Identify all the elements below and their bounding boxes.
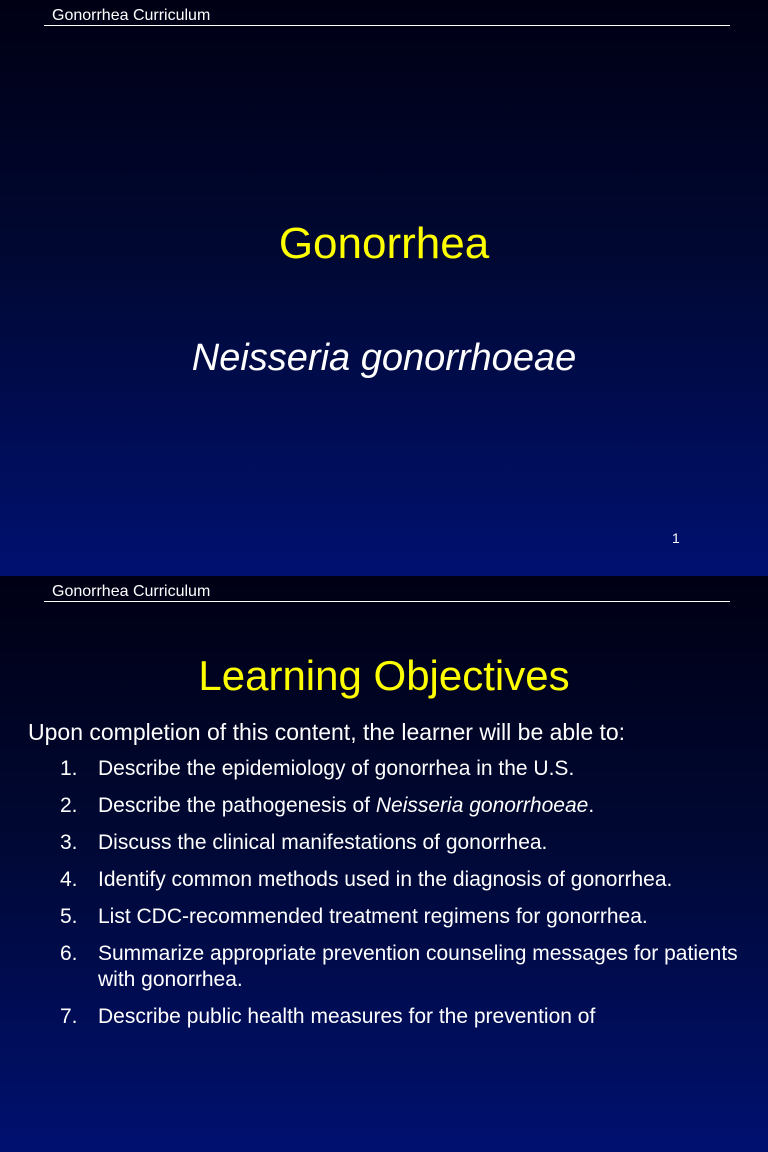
objectives-slide (0, 576, 768, 1152)
objective-item (0, 793, 768, 819)
objective-item (0, 1004, 768, 1030)
slide-header: Gonorrhea Curriculum (52, 583, 211, 600)
objectives-list (0, 756, 768, 1041)
objective-text-end: . (588, 794, 595, 817)
objective-number: 4. (60, 868, 78, 891)
objective-text: Summarize appropriate prevention counseling messages for patients with gonorrhea. (98, 942, 738, 991)
objective-number: 6. (60, 942, 78, 965)
objective-item (0, 756, 768, 782)
objective-number: 1. (60, 757, 78, 780)
objective-text: Describe the pathogenesis of (98, 794, 376, 817)
objective-text: Describe public health measures for the prevention of (98, 1005, 596, 1028)
objective-text: Identify common methods used in the diagnosis of gonorrhea. (98, 868, 673, 891)
objective-text: Discuss the clinical manifestations of gonorrhea. (98, 831, 548, 854)
objective-number: 3. (60, 831, 78, 854)
objective-text: List CDC-recommended treatment regimens for gonorrhea. (98, 905, 648, 928)
header-divider (44, 25, 730, 26)
objectives-intro: Upon completion of this content, the learner will be able to: (28, 719, 626, 745)
header-divider (44, 601, 730, 602)
objective-emphasis: Neisseria gonorrhoeae (375, 794, 589, 817)
objective-number: 5. (60, 905, 78, 928)
objective-number: 7. (60, 1005, 78, 1028)
slide-title: Gonorrhea (278, 219, 490, 268)
slide-title: Learning Objectives (198, 652, 570, 699)
objective-item (0, 904, 768, 930)
objective-item (0, 941, 768, 993)
objective-item (0, 867, 768, 893)
objective-number: 2. (60, 794, 78, 817)
page-number: 1 (672, 530, 680, 546)
objective-text: Describe the epidemiology of gonorrhea in the U.S. (98, 757, 575, 780)
slide-subtitle: Neisseria gonorrhoeae (191, 337, 577, 379)
slide-header: Gonorrhea Curriculum (52, 7, 211, 24)
objective-item (0, 830, 768, 856)
